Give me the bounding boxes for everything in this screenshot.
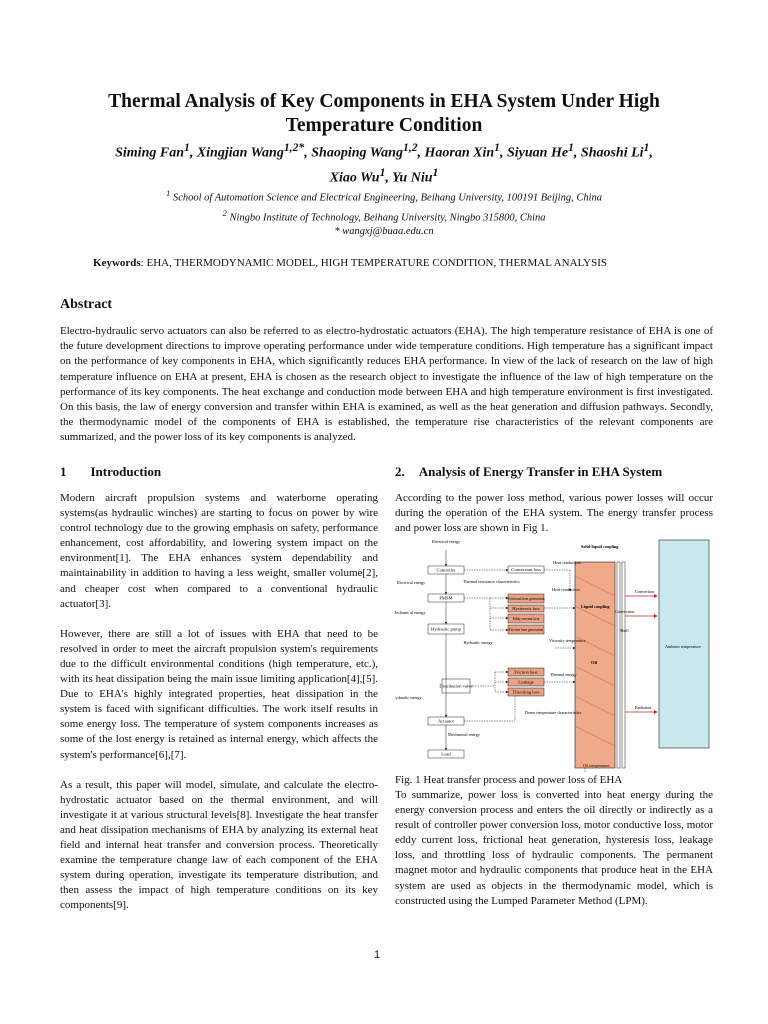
loss-label: Leakage bbox=[518, 679, 534, 685]
fig-label: Hydraulic energy bbox=[395, 695, 422, 700]
loss-label: Friction heat bbox=[514, 669, 538, 675]
fig-label: Oil bbox=[591, 660, 598, 665]
loss-label: Eddy current loss bbox=[512, 617, 540, 621]
figure-1-diagram bbox=[395, 536, 713, 772]
section-2-intro: According to the power loss method, various power losses will occur during the operation of the EHA system. The energy transfer process and power loss are shown in Fig 1. bbox=[395, 492, 713, 535]
affiliations bbox=[60, 186, 708, 239]
fig-label: Ambient temperature bbox=[665, 644, 701, 649]
affiliation-1: $^1$ School of Automation Science and Electrical Engineering, Beihang University, 100191 Beijing, China bbox=[165, 188, 603, 204]
corresponding-email: * wangxj@buaa.edu.cn bbox=[334, 226, 434, 237]
figure-1-caption: Fig. 1 Heat transfer process and power loss of EHA bbox=[395, 774, 623, 786]
loss-label: Throttling loss bbox=[512, 689, 540, 695]
fig-label: Heat conduction bbox=[552, 587, 580, 592]
fig-label: Radiation bbox=[635, 705, 652, 710]
fig-label: Thermal energy bbox=[550, 672, 577, 677]
paper-title: Thermal Analysis of Key Components in EHA System Under High Temperature Condition bbox=[108, 91, 660, 136]
loss-label: Frictional heat generation bbox=[507, 597, 545, 601]
fig-label: Hydraulic energy bbox=[463, 640, 493, 645]
paragraph: Modern aircraft propulsion systems and waterborne operating systems(as hydraulic winches) are starting to focus on power by wire control technology due to the growing emphasis on safety, performance enhancement, cost affordability, and lowering system impact on the environment[1]. The EHA enhances system dependability and maintainability in addition to having a less weight, smaller volume[2], and cheaper cost when compared to a conventional hydraulic actuator[3]. bbox=[60, 492, 378, 610]
author-list: Siming Fan$^1$, Xingjian Wang$^{1,2*}$, Shaoping Wang$^{1,2}$, Haoran Xin$^1$, Siyuan He$^1$, Shaoshi Li$^1$, Xiao Wu$^1$, Yu Niu$^1$ bbox=[115, 141, 653, 186]
component-label: Actuator bbox=[437, 718, 455, 724]
fig-label: Convection bbox=[615, 609, 635, 614]
component-label: Load bbox=[441, 751, 451, 757]
abstract-heading: Abstract bbox=[60, 297, 113, 312]
abstract-body: Electro-hydraulic servo actuators can also be referred to as electro-hydrostatic actuators (EHA). The high temperature resistance of EHA is one of the future development directions to improve operating performance under wide temperature conditions. High temperature has a significant impact on the performance of key components in EHA, which significantly reduces EHA performance. In view of the lack of research on the law of high temperature influence on EHA at present, EHA is chosen as the research object to investigate the influence of the law of high temperature on the performance of its key components. The heat exchange and conduction mode between EHA and high temperature environment is first investigated. On this basis, the law of energy conversion and transfer within EHA is examined, as well as the heat generation and diffusion pathways. Secondly, the thermodynamic model of the components of EHA is established, the temperature rise characteristics of the relevant components are summarized, and the power loss of its key components is analyzed. bbox=[60, 325, 713, 444]
keywords: Keywords: EHA, THERMODYNAMIC MODEL, HIGH TEMPERATURE CONDITION, THERMAL ANALYSIS bbox=[93, 257, 607, 269]
component-label: Distribution valve bbox=[439, 683, 473, 689]
section-1-body bbox=[60, 491, 378, 928]
section-1-heading: 1 Introduction bbox=[60, 464, 162, 479]
fig-label: Viscosity temperature bbox=[549, 638, 586, 643]
fig-label: Liquid coupling bbox=[581, 604, 610, 609]
affiliation-2: $^2$ Ningbo Institute of Technology, Beihang University, Ningbo 315800, China bbox=[222, 207, 546, 223]
component-label: Controller bbox=[436, 567, 456, 573]
fig-label: Convection bbox=[635, 589, 655, 594]
paragraph: As a result, this paper will model, simulate, and calculate the electro-hydrostatic actuator based on the thermal environment, and will investigate it at various structural levels[8]. Investigate the heat transfer and heat dissipation mechanisms of EHA by analyzing its external heat field and internal heat transfer and conversion process. Theoretically examine the temperature change law of each component of the EHA system during operation, investigate its temperature distribution, and then assess the impact of high temperature conditions on its key components[9]. bbox=[60, 778, 378, 912]
fig-label: Thermal resistance characteristics bbox=[463, 579, 520, 584]
fig-label: Mechanical energy bbox=[448, 732, 480, 737]
fig-label: Solid-liquid coupling bbox=[581, 544, 619, 549]
section-2-heading: 2. Analysis of Energy Transfer in EHA System bbox=[395, 464, 663, 479]
fig-label: Dome temperature characteristics bbox=[525, 710, 582, 715]
fig-label: Oil temperature bbox=[583, 763, 610, 768]
component-label: Hydraulic pump bbox=[431, 626, 461, 632]
section-2-body: To summarize, power loss is converted into heat energy during the energy conversion process and enters the oil directly or indirectly as a result of controller power conversion loss, motor conductive loss, motor eddy current loss, frictional heat generation, hysteresis loss, leakage loss, and throttling loss of hydraulic components. The permanent magnet motor and hydraulic components that produce heat in the EHA system are used as objects in the thermodynamic model, which is constructed using the Lumped Parameter Method (LPM). bbox=[395, 789, 713, 907]
loss-label: Hysteresis loss bbox=[512, 606, 540, 611]
fig-label: Heat conduction bbox=[553, 560, 581, 565]
fig-label: Electrical energy bbox=[431, 539, 461, 544]
page-number: 1 bbox=[374, 949, 381, 961]
loss-label: Friction heat generation bbox=[508, 628, 544, 632]
fig-label: Shell bbox=[620, 628, 629, 633]
loss-label: Conversion loss bbox=[511, 567, 541, 572]
paragraph: However, there are still a lot of issues with EHA that need to be resolved in order to meet the aircraft propulsion system's requirements due to the difficult environmental conditions (high temperature, etc.), with its heat dissipation being the main issue limiting application[4],[5]. Due to EHA's highly integrated properties, heat dissipation in the system is faced with significant difficulties. The work itself results in some energy loss. The temperature of system components increases as some of the lost energy is retained as internal energy, which affects the system's performance[6],[7]. bbox=[60, 627, 378, 761]
component-label: PMSM bbox=[439, 595, 453, 601]
fig-label: Mechanic al energy bbox=[395, 610, 426, 615]
fig-label: Electrical energy bbox=[396, 580, 426, 585]
